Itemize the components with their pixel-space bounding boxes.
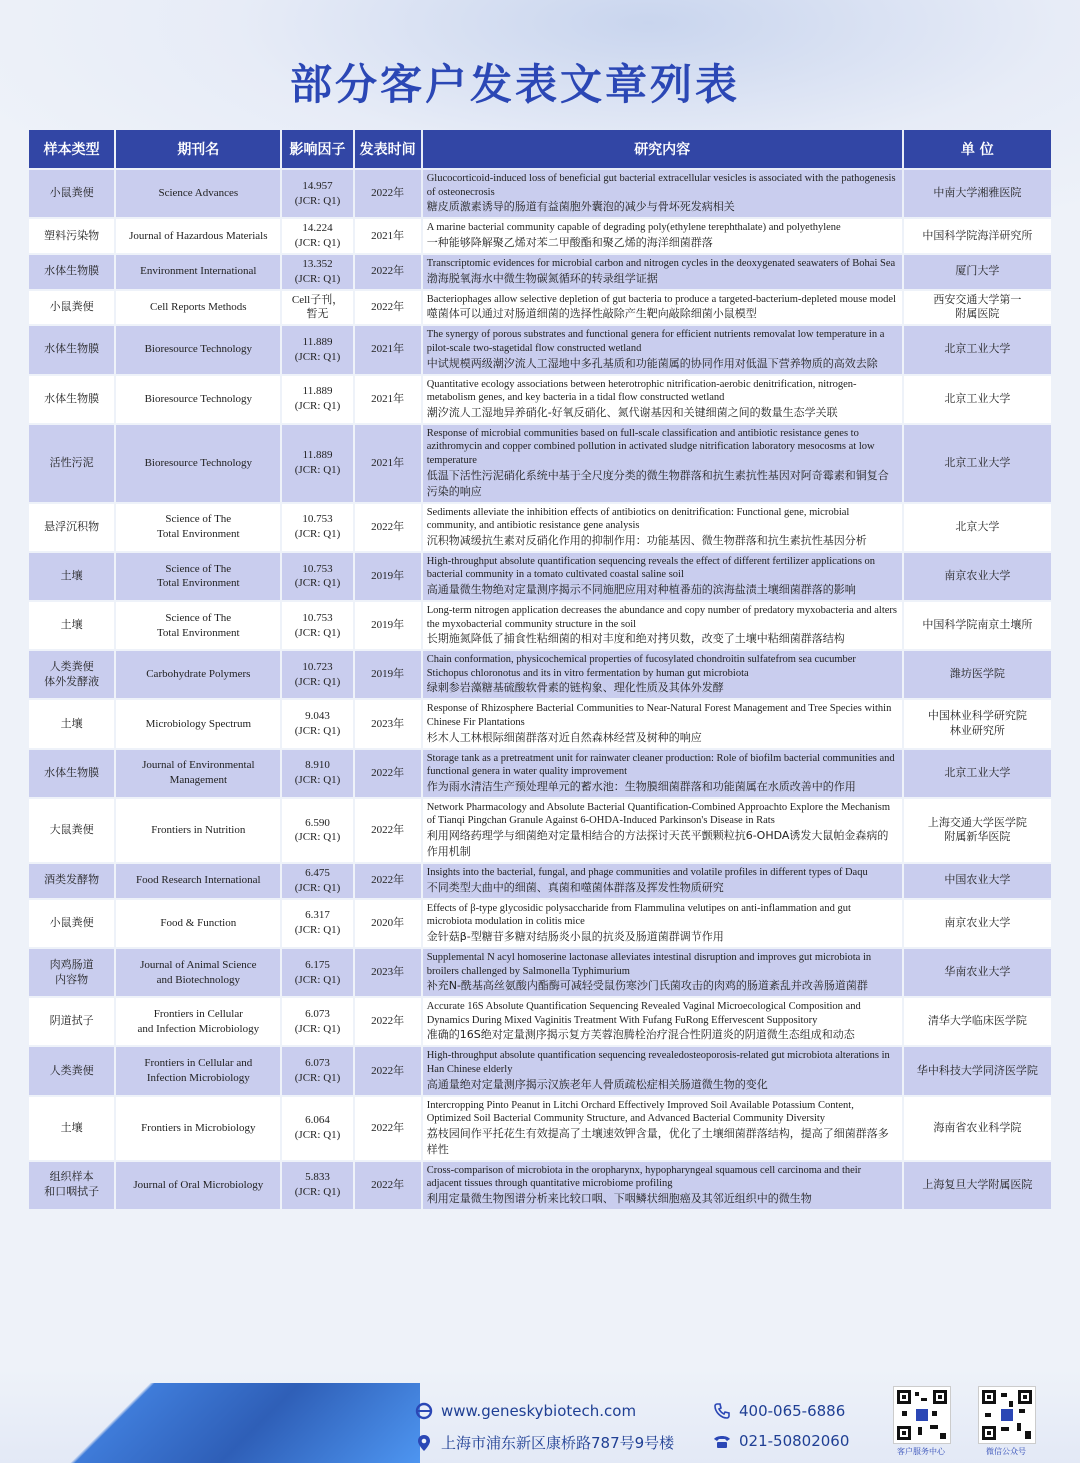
chinese-title: 绿刺参岩藻糖基硫酸软骨素的链构象、理化性质及其体外发酵 <box>426 681 724 695</box>
institution-cell: 厦门大学 <box>904 255 1051 289</box>
hotline-text: 400-065-6886 <box>739 1402 846 1420</box>
english-title: Transcriptomic evidences for microbial carbon and nitrogen cycles in the deoxygenated seawaters of Bohai Sea <box>426 257 896 269</box>
research-content-cell <box>423 219 902 253</box>
impact-factor-cell: 5.833 (JCR: Q1) <box>282 1162 352 1209</box>
journal-cell: Science Advances <box>116 170 280 217</box>
institution-cell: 北京工业大学 <box>904 750 1051 797</box>
research-content-cell <box>423 326 902 373</box>
sample-type-cell: 组织样本 和口咽拭子 <box>29 1162 114 1209</box>
sample-type-cell: 土壤 <box>29 553 114 600</box>
journal-cell: Environment International <box>116 255 280 289</box>
table-row <box>29 425 1051 502</box>
institution-cell: 海南省农业科学院 <box>904 1097 1051 1160</box>
sample-type-cell: 水体生物膜 <box>29 750 114 797</box>
table-row <box>29 291 1051 325</box>
sample-type-cell: 活性污泥 <box>29 425 114 502</box>
journal-cell: Journal of Environmental Management <box>116 750 280 797</box>
institution-cell: 北京大学 <box>904 504 1051 551</box>
english-title: Supplemental N acyl homoserine lactonase alleviates intestinal disruption and improves gut microbiota in broilers challenged by Salmonella Typhimurium <box>426 951 872 977</box>
research-content-cell <box>423 425 902 502</box>
research-content-cell <box>423 170 902 217</box>
header-journal: 期刊名 <box>116 130 280 168</box>
research-content-cell <box>423 602 902 649</box>
research-content-cell <box>423 651 902 698</box>
table-row <box>29 949 1051 996</box>
english-title: Insights into the bacterial, fungal, and phage communities and volatile profiles in different types of Daqu <box>426 867 868 879</box>
table-row <box>29 1097 1051 1160</box>
footer <box>0 1380 1080 1463</box>
impact-factor-cell: 6.073 (JCR: Q1) <box>282 998 352 1045</box>
english-title: Cross-comparison of microbiota in the oropharynx, hypopharyngeal squamous cell carcinoma and their adjacent tissues through quantitative microbiome profiling <box>426 1164 862 1190</box>
header-publish-date: 发表时间 <box>355 130 421 168</box>
chinese-title: 沉积物减缓抗生素对反硝化作用的抑制作用：功能基因、微生物群落和抗生素抗性基因分析 <box>426 533 867 547</box>
table-row <box>29 1047 1051 1094</box>
english-title: Quantitative ecology associations between heterotrophic nitrification-aerobic denitrification, nitrogen-metabolism genes, and key bacteria in a tidal flow constructed wetland <box>426 378 857 404</box>
impact-factor-cell: 6.073 (JCR: Q1) <box>282 1047 352 1094</box>
telephone-icon <box>713 1432 731 1450</box>
chinese-title: 一种能够降解聚乙烯对苯二甲酸酯和聚乙烯的海洋细菌群落 <box>426 235 713 249</box>
impact-factor-cell: 11.889 (JCR: Q1) <box>282 376 352 423</box>
table-row <box>29 376 1051 423</box>
journal-cell: Cell Reports Methods <box>116 291 280 325</box>
customer-service-qr[interactable] <box>893 1386 951 1444</box>
sample-type-cell: 肉鸡肠道 内容物 <box>29 949 114 996</box>
chinese-title: 荔枝园间作平托花生有效提高了土壤速效钾含量，优化了土壤细菌群落结构，提高了细菌群落多样性 <box>426 1126 889 1156</box>
journal-cell: Microbiology Spectrum <box>116 700 280 747</box>
journal-cell: Frontiers in Nutrition <box>116 799 280 862</box>
publish-year-cell: 2019年 <box>355 553 421 600</box>
website-link[interactable] <box>415 1402 636 1420</box>
english-title: Response of Rhizosphere Bacterial Communities to Near-Natural Forest Management and Tree Species within Chinese Fir Plantations <box>426 703 892 729</box>
english-title: Bacteriophages allow selective depletion of gut bacteria to produce a targeted-bacterium-depleted mouse model <box>426 293 896 305</box>
research-content-cell <box>423 376 902 423</box>
sample-type-cell: 水体生物膜 <box>29 255 114 289</box>
browser-icon <box>415 1402 433 1420</box>
institution-cell: 北京工业大学 <box>904 376 1051 423</box>
chinese-title: 中试规模两级潮汐流人工湿地中多孔基质和功能菌属的协同作用对低温下营养物质的高效去除 <box>426 356 878 370</box>
table-row <box>29 326 1051 373</box>
publish-year-cell: 2020年 <box>355 900 421 947</box>
page-title: 部分客户发表文章列表 <box>289 60 740 109</box>
publish-year-cell: 2022年 <box>355 504 421 551</box>
english-title: Sediments alleviate the inhibition effects of antibiotics on denitrification: Functional gene, microbial community, and antibiotic resistance gene analysis <box>426 506 850 532</box>
english-title: Chain conformation, physicochemical properties of fucosylated chondroitin sulfatefrom sea cucumber Stichopus chloronotus and its in vitro fermentation by human gut microbiota <box>426 654 856 679</box>
qr-code-icon <box>894 1387 950 1443</box>
sample-type-cell: 悬浮沉积物 <box>29 504 114 551</box>
english-title: The synergy of porous substrates and functional genera for efficient nutrients removalat low temperature in a pilot-scale two-stagetidal flow constructed wetland <box>426 329 885 354</box>
research-content-cell <box>423 700 902 747</box>
journal-cell: Bioresource Technology <box>116 425 280 502</box>
research-content-cell <box>423 553 902 600</box>
english-title: Effects of β-type glycosidic polysaccharide from Flammulina velutipes on anti-inflammation and gut microbiota modulation in colitis mice <box>426 902 851 928</box>
journal-cell: Food & Function <box>116 900 280 947</box>
table-row <box>29 602 1051 649</box>
research-content-cell <box>423 949 902 996</box>
impact-factor-cell: 8.910 (JCR: Q1) <box>282 750 352 797</box>
table-row <box>29 864 1051 898</box>
address <box>415 1432 674 1453</box>
journal-cell: Bioresource Technology <box>116 326 280 373</box>
chinese-title: 高通量绝对定量测序揭示汉族老年人骨质疏松症相关肠道微生物的变化 <box>426 1077 768 1091</box>
chinese-title: 准确的16S绝对定量测序揭示复方芙蓉泡腾栓治疗混合性阴道炎的阴道微生态组成和动态 <box>426 1028 855 1042</box>
research-content-cell <box>423 1047 902 1094</box>
institution-cell: 北京工业大学 <box>904 425 1051 502</box>
sample-type-cell: 酒类发酵物 <box>29 864 114 898</box>
english-title: Response of microbial communities based on full-scale classification and antibiotic resistance genes to azithromycin and copper combined pollution in activated sludge nitrification laboratory mesocosms at low temperature <box>426 427 875 466</box>
institution-cell: 中国科学院海洋研究所 <box>904 219 1051 253</box>
impact-factor-cell: 10.753 (JCR: Q1) <box>282 553 352 600</box>
impact-factor-cell: Cell子刊， 暂无 <box>282 291 352 325</box>
impact-factor-cell: 6.064 (JCR: Q1) <box>282 1097 352 1160</box>
institution-cell: 清华大学临床医学院 <box>904 998 1051 1045</box>
english-title: Long-term nitrogen application decreases the abundance and copy number of predatory myxobacteria and alters the myxobacterial community structure in the soil <box>426 604 897 630</box>
institution-cell: 华中科技大学同济医学院 <box>904 1047 1051 1094</box>
institution-cell: 南京农业大学 <box>904 900 1051 947</box>
publication-table <box>27 128 1053 1211</box>
research-content-cell <box>423 291 902 325</box>
sample-type-cell: 小鼠粪便 <box>29 291 114 325</box>
journal-cell: Journal of Animal Science and Biotechnology <box>116 949 280 996</box>
publish-year-cell: 2019年 <box>355 651 421 698</box>
qr-code-icon <box>979 1387 1035 1443</box>
research-content-cell <box>423 255 902 289</box>
chinese-title: 作为雨水清洁生产预处理单元的蓄水池：生物膜细菌群落和功能菌属在水质改善中的作用 <box>426 779 856 793</box>
publish-year-cell: 2022年 <box>355 255 421 289</box>
qr1-label: 客户服务中心 <box>897 1447 945 1456</box>
header-impact-factor: 影响因子 <box>282 130 352 168</box>
english-title: Network Pharmacology and Absolute Bacterial Quantification-Combined Approachto Explore the Mechanism of Tianqi Pingchan Granule Against 6-OHDA-Induced Parkinson's Disease in Rats <box>426 801 891 827</box>
impact-factor-cell: 10.753 (JCR: Q1) <box>282 602 352 649</box>
sample-type-cell: 土壤 <box>29 1097 114 1160</box>
research-content-cell <box>423 998 902 1045</box>
telephone-text: 021-50802060 <box>739 1432 850 1450</box>
chinese-title: 金针菇β-型糖苷多糖对结肠炎小鼠的抗炎及肠道菌群调节作用 <box>426 929 724 943</box>
english-title: High-throughput absolute quantification sequencing revealedosteoporosis-related gut microbiota alterations in Han Chinese elderly <box>426 1050 890 1075</box>
english-title: Storage tank as a pretreatment unit for rainwater cleaner production: Role of biofilm bacterial communities and functional genera in water quality improvement <box>426 752 895 778</box>
telephone[interactable] <box>713 1432 849 1450</box>
chinese-title: 渤海脱氧海水中微生物碳氮循环的转录组学证据 <box>426 271 658 285</box>
publish-year-cell: 2022年 <box>355 998 421 1045</box>
sample-type-cell: 阴道拭子 <box>29 998 114 1045</box>
table-row <box>29 750 1051 797</box>
chinese-title: 补充N-酰基高丝氨酸内酯酶可减轻受鼠伤寒沙门氏菌攻击的肉鸡的肠道紊乱并改善肠道菌群 <box>426 979 868 993</box>
institution-cell: 西安交通大学第一 附属医院 <box>904 291 1051 325</box>
institution-cell: 上海复旦大学附属医院 <box>904 1162 1051 1209</box>
journal-cell: Science of The Total Environment <box>116 602 280 649</box>
table-row <box>29 553 1051 600</box>
wechat-qr[interactable] <box>978 1386 1036 1444</box>
table-row <box>29 219 1051 253</box>
chinese-title: 利用网络药理学与细菌绝对定量相结合的方法探讨天芪平颤颗粒抗6-OHDA诱发大鼠帕金森病的作用机制 <box>426 829 889 859</box>
table-row <box>29 170 1051 217</box>
journal-cell: Frontiers in Cellular and Infection Microbiology <box>116 1047 280 1094</box>
english-title: A marine bacterial community capable of degrading poly(ethylene terephthalate) and polyethylene <box>426 222 841 234</box>
journal-cell: Food Research International <box>116 864 280 898</box>
publish-year-cell: 2022年 <box>355 1162 421 1209</box>
institution-cell: 中国林业科学研究院 林业研究所 <box>904 700 1051 747</box>
sample-type-cell: 人类粪便 <box>29 1047 114 1094</box>
journal-cell: Journal of Hazardous Materials <box>116 219 280 253</box>
sample-type-cell: 人类粪便 体外发酵液 <box>29 651 114 698</box>
research-content-cell <box>423 750 902 797</box>
table-row <box>29 255 1051 289</box>
impact-factor-cell: 11.889 (JCR: Q1) <box>282 425 352 502</box>
publish-year-cell: 2022年 <box>355 1097 421 1160</box>
sample-type-cell: 塑料污染物 <box>29 219 114 253</box>
table-row <box>29 700 1051 747</box>
english-title: Accurate 16S Absolute Quantification Sequencing Revealed Vaginal Microecological Composition and Dynamics During Mixed Vaginitis Treatment With Fufang FuRong Effervescent Suppository <box>426 1001 861 1026</box>
phone-icon <box>713 1402 731 1420</box>
journal-cell: Frontiers in Microbiology <box>116 1097 280 1160</box>
publish-year-cell: 2022年 <box>355 291 421 325</box>
chinese-title: 长期施氮降低了捕食性粘细菌的相对丰度和绝对拷贝数，改变了土壤中粘细菌群落结构 <box>426 632 845 646</box>
sample-type-cell: 水体生物膜 <box>29 376 114 423</box>
english-title: Glucocorticoid-induced loss of beneficial gut bacterial extracellular vesicles is associated with the pathogenesis of osteonecrosis <box>426 173 896 198</box>
chinese-title: 杉木人工林根际细菌群落对近自然森林经营及树种的响应 <box>426 730 702 744</box>
chinese-title: 低温下活性污泥硝化系统中基于全尺度分类的微生物群落和抗生素抗性基因对阿奇霉素和铜复合污染的响应 <box>426 468 889 498</box>
research-content-cell <box>423 1097 902 1160</box>
chinese-title: 噬菌体可以通过对肠道细菌的选择性敲除产生靶向敲除细菌小鼠模型 <box>426 307 757 321</box>
table-row <box>29 1162 1051 1209</box>
journal-cell: Science of The Total Environment <box>116 553 280 600</box>
publish-year-cell: 2022年 <box>355 1047 421 1094</box>
publish-year-cell: 2022年 <box>355 864 421 898</box>
impact-factor-cell: 10.723 (JCR: Q1) <box>282 651 352 698</box>
sample-type-cell: 土壤 <box>29 700 114 747</box>
institution-cell: 南京农业大学 <box>904 553 1051 600</box>
chinese-title: 不同类型大曲中的细菌、真菌和噬菌体群落及挥发性物质研究 <box>426 880 724 894</box>
impact-factor-cell: 6.475 (JCR: Q1) <box>282 864 352 898</box>
publish-year-cell: 2021年 <box>355 376 421 423</box>
publish-year-cell: 2022年 <box>355 750 421 797</box>
chinese-title: 高通量微生物绝对定量测序揭示不同施肥应用对种植番茄的滨海盐渍土壤细菌群落的影响 <box>426 583 856 597</box>
institution-cell: 北京工业大学 <box>904 326 1051 373</box>
location-pin-icon <box>415 1434 433 1452</box>
publish-year-cell: 2021年 <box>355 219 421 253</box>
hotline[interactable] <box>713 1402 845 1420</box>
institution-cell: 上海交通大学医学院 附属新华医院 <box>904 799 1051 862</box>
impact-factor-cell: 14.224 (JCR: Q1) <box>282 219 352 253</box>
table-header-row <box>29 130 1051 168</box>
institution-cell: 潍坊医学院 <box>904 651 1051 698</box>
sample-type-cell: 小鼠粪便 <box>29 900 114 947</box>
research-content-cell <box>423 1162 902 1209</box>
header-sample-type: 样本类型 <box>29 130 114 168</box>
institution-cell: 中南大学湘雅医院 <box>904 170 1051 217</box>
header-institution: 单 位 <box>904 130 1051 168</box>
journal-cell: Bioresource Technology <box>116 376 280 423</box>
impact-factor-cell: 10.753 (JCR: Q1) <box>282 504 352 551</box>
table-row <box>29 799 1051 862</box>
institution-cell: 中国农业大学 <box>904 864 1051 898</box>
journal-cell: Journal of Oral Microbiology <box>116 1162 280 1209</box>
impact-factor-cell: 13.352 (JCR: Q1) <box>282 255 352 289</box>
qr2-label: 微信公众号 <box>986 1447 1026 1456</box>
publish-year-cell: 2021年 <box>355 425 421 502</box>
journal-cell: Science of The Total Environment <box>116 504 280 551</box>
chinese-title: 糖皮质激素诱导的肠道有益菌胞外囊泡的减少与骨坏死发病相关 <box>426 200 735 214</box>
address-text: 上海市浦东新区康桥路787号9号楼 <box>441 1434 675 1452</box>
publish-year-cell: 2019年 <box>355 602 421 649</box>
impact-factor-cell: 9.043 (JCR: Q1) <box>282 700 352 747</box>
publish-year-cell: 2023年 <box>355 700 421 747</box>
english-title: High-throughput absolute quantification sequencing reveals the effect of different fertilizer applications on bacterial community in a tomato cultivated coastal saline soil <box>426 555 876 581</box>
table-row <box>29 651 1051 698</box>
impact-factor-cell: 6.590 (JCR: Q1) <box>282 799 352 862</box>
chinese-title: 利用定量微生物图谱分析来比较口咽、下咽鳞状细胞癌及其邻近组织中的微生物 <box>426 1191 812 1205</box>
impact-factor-cell: 6.317 (JCR: Q1) <box>282 900 352 947</box>
table-row <box>29 504 1051 551</box>
impact-factor-cell: 11.889 (JCR: Q1) <box>282 326 352 373</box>
table-row <box>29 998 1051 1045</box>
research-content-cell <box>423 864 902 898</box>
sample-type-cell: 土壤 <box>29 602 114 649</box>
sample-type-cell: 水体生物膜 <box>29 326 114 373</box>
journal-cell: Carbohydrate Polymers <box>116 651 280 698</box>
website-text: www.geneskybiotech.com <box>441 1402 637 1420</box>
publish-year-cell: 2022年 <box>355 170 421 217</box>
institution-cell: 中国科学院南京土壤所 <box>904 602 1051 649</box>
research-content-cell <box>423 900 902 947</box>
publish-year-cell: 2023年 <box>355 949 421 996</box>
table-row <box>29 900 1051 947</box>
chinese-title: 潮汐流人工湿地异养硝化-好氧反硝化、氮代谢基因和关键细菌之间的数量生态学关联 <box>426 405 838 419</box>
research-content-cell <box>423 799 902 862</box>
english-title: Intercropping Pinto Peanut in Litchi Orchard Effectively Improved Soil Available Potassium Content, Optimized Soil Bacterial Community Structure, and Advanced Bacterial Community Diversity <box>426 1099 854 1125</box>
institution-cell: 华南农业大学 <box>904 949 1051 996</box>
impact-factor-cell: 14.957 (JCR: Q1) <box>282 170 352 217</box>
publish-year-cell: 2021年 <box>355 326 421 373</box>
research-content-cell <box>423 504 902 551</box>
header-research-content: 研究内容 <box>423 130 902 168</box>
journal-cell: Frontiers in Cellular and Infection Microbiology <box>116 998 280 1045</box>
sample-type-cell: 大鼠粪便 <box>29 799 114 862</box>
publish-year-cell: 2022年 <box>355 799 421 862</box>
sample-type-cell: 小鼠粪便 <box>29 170 114 217</box>
impact-factor-cell: 6.175 (JCR: Q1) <box>282 949 352 996</box>
